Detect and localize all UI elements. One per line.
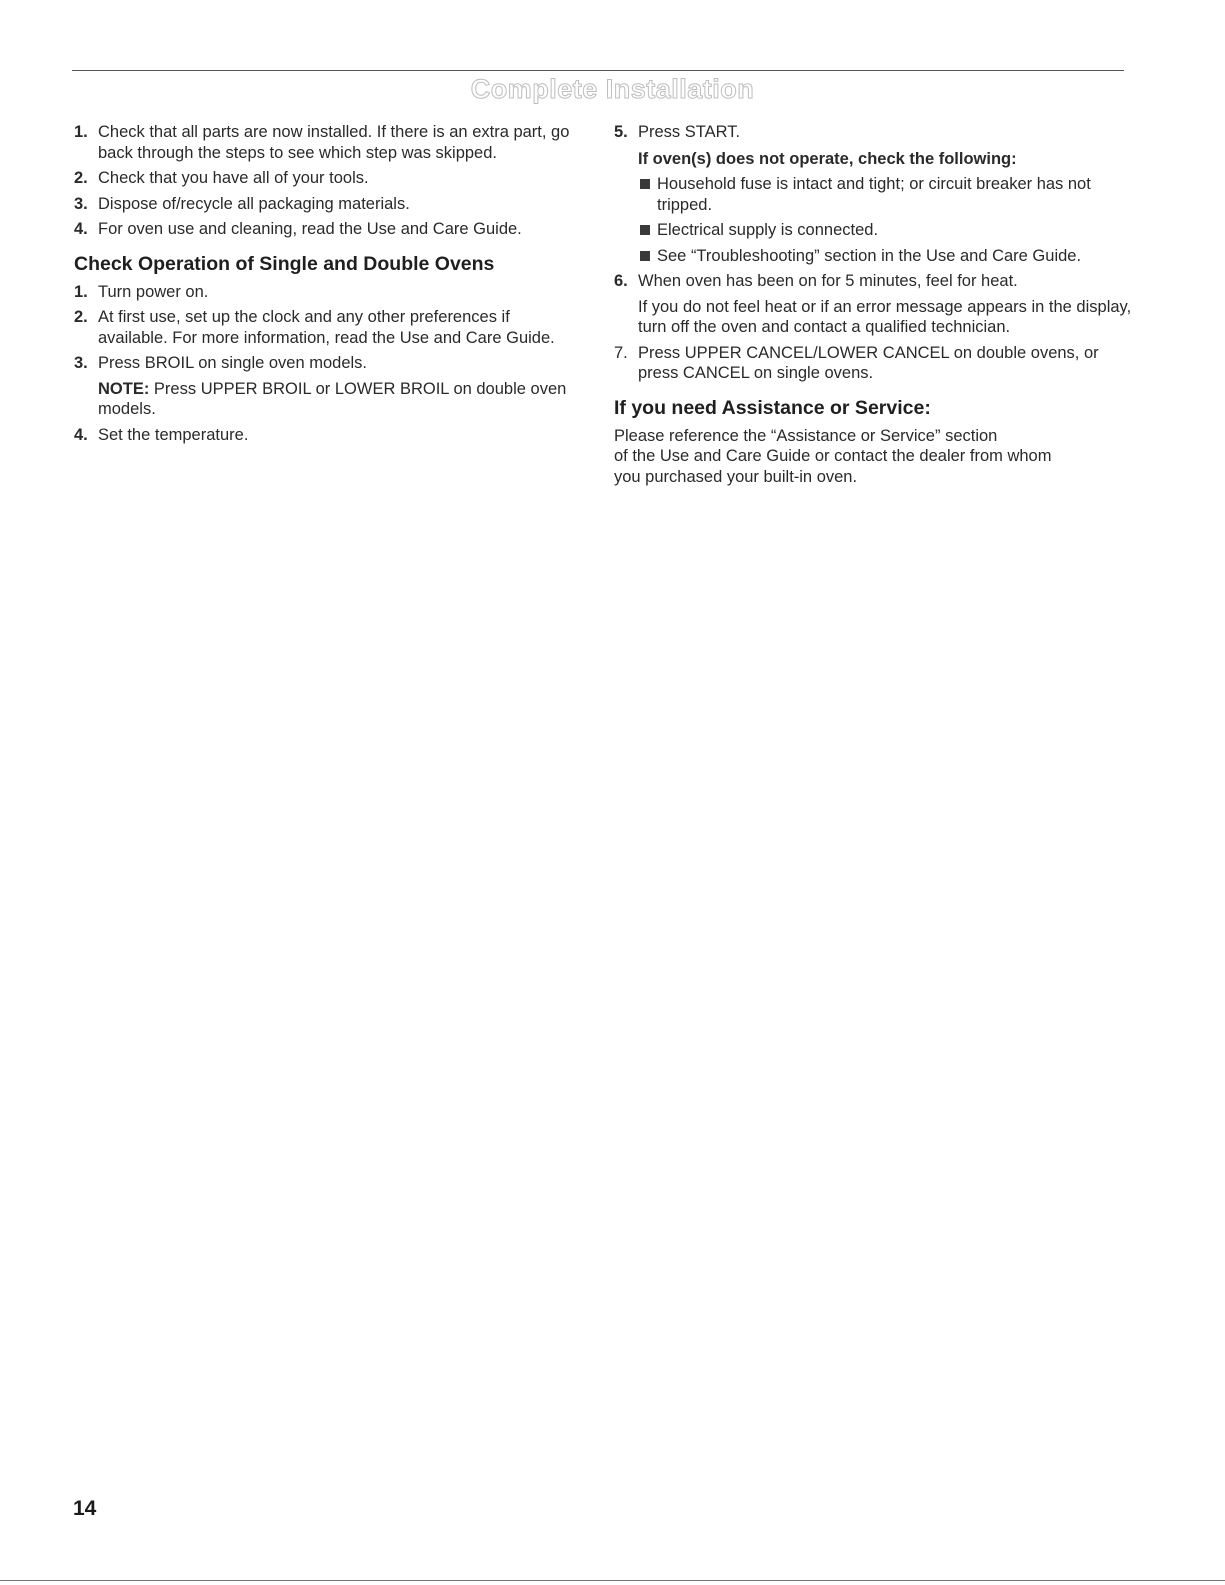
section-heading-check-operation: Check Operation of Single and Double Ovens <box>74 252 495 275</box>
step-text: Press UPPER CANCEL/LOWER CANCEL on double ovens, or press CANCEL on single ovens. <box>638 343 1099 382</box>
note <box>74 379 574 420</box>
step-number: 4. <box>74 425 88 444</box>
square-bullet-icon <box>640 179 650 189</box>
step-text: For oven use and cleaning, read the Use and Care Guide. <box>98 220 522 238</box>
step-number: 4. <box>74 220 88 238</box>
note-text: Press UPPER BROIL or LOWER BROIL on double oven models. <box>98 379 567 418</box>
list-item <box>74 307 574 348</box>
step-number: 3. <box>74 354 88 372</box>
note-label: NOTE: <box>98 379 150 398</box>
step-number: 5. <box>614 123 628 141</box>
step-followup: If you do not feel heat or if an error message appears in the display, turn off the oven and contact a qualified technician. <box>638 297 1132 336</box>
square-bullet-icon <box>640 251 650 261</box>
step-number: 1. <box>74 282 88 301</box>
step-number: 3. <box>74 194 88 213</box>
step-number: 2. <box>74 308 88 326</box>
list-item <box>614 122 1134 143</box>
assistance-line: Please reference the “Assistance or Service” section <box>614 426 998 445</box>
right-column <box>614 122 1134 487</box>
assistance-line: of the Use and Care Guide or contact the dealer from whom <box>614 447 1052 465</box>
list-item <box>74 425 574 446</box>
list-item <box>74 122 574 163</box>
step-text: At first use, set up the clock and any other preferences if available. For more information, read the Use and Care Guide. <box>98 308 555 347</box>
bullet-item <box>614 246 1134 267</box>
assistance-line: you purchased your built-in oven. <box>614 467 858 486</box>
troubleshoot-heading: If oven(s) does not operate, check the following: <box>638 149 1017 168</box>
list-item <box>74 219 574 240</box>
list-item <box>74 194 574 215</box>
step-text: Check that all parts are now installed. If there is an extra part, go back through the steps to see which step was skipped. <box>98 123 570 162</box>
step-number: 1. <box>74 123 88 141</box>
step-text: Turn power on. <box>98 282 209 301</box>
left-column <box>74 122 574 450</box>
step-number: 6. <box>614 272 628 290</box>
section-heading-assistance: If you need Assistance or Service: <box>614 396 931 419</box>
step-text: Dispose of/recycle all packaging materials. <box>98 194 410 213</box>
bullet-item <box>614 220 1134 241</box>
step-number: 2. <box>74 169 88 187</box>
list-item <box>74 168 574 189</box>
bullet-text: Household fuse is intact and tight; or circuit breaker has not tripped. <box>657 175 1091 214</box>
bullet-item <box>614 174 1134 215</box>
step-text: Set the temperature. <box>98 425 249 444</box>
bullet-text: See “Troubleshooting” section in the Use and Care Guide. <box>657 246 1082 265</box>
list-item <box>614 343 1134 384</box>
bullet-text: Electrical supply is connected. <box>657 221 879 239</box>
list-item <box>614 271 1134 292</box>
bottom-rule <box>0 1580 1225 1581</box>
page-number: 14 <box>73 1497 97 1520</box>
step-number: 7. <box>614 343 628 362</box>
step-text: Press BROIL on single oven models. <box>98 354 368 372</box>
step-text: Check that you have all of your tools. <box>98 169 369 187</box>
list-item <box>74 282 574 303</box>
step-text: When oven has been on for 5 minutes, feel for heat. <box>638 272 1018 290</box>
list-item <box>74 353 574 374</box>
step-text: Press START. <box>638 123 741 141</box>
top-rule <box>72 70 1124 71</box>
square-bullet-icon <box>640 225 650 235</box>
page-title: Complete Installation <box>470 74 755 104</box>
